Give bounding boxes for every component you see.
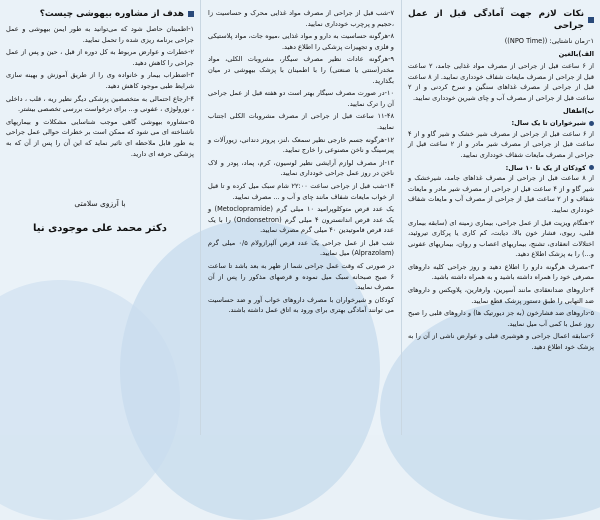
- panel-preparation: [408, 8, 594, 428]
- goal-item-2: ۲-خطرات و عوارض مربوط به کل دوره از قبل ، حین و پس از عمل جراحی را کاهش دهید.: [6, 48, 194, 67]
- group-adults: الف)بالغین: [558, 49, 594, 58]
- section-heading: [408, 8, 594, 32]
- adult-text: از ۶ ساعت قبل از جراحی از مصرف مواد غذایی جامد، ۲ ساعت قبل از جراحی از مصرف مایعات شفاف خودداری نمایید. از ۸ ساعت قبل از جراحی از مصرف غذاهای سنگین و سرخ کردنی و از ۲ ساعت قبل از جراحی از مصرف آب و چای شیرین خودداری نمایید.: [408, 62, 594, 102]
- child-heading: کودکان از یک تا ۱۰ سال:: [408, 163, 594, 174]
- item-3: ۳-مصرف هرگونه دارو را اطلاع دهید و روز جراحی کلیه داروهای مصرفی خود را همراه داشته باشید و به همراه داشته باشید.: [408, 262, 594, 282]
- panel-instructions: [208, 8, 394, 428]
- square-bullet-icon: [588, 17, 594, 23]
- infant-heading: شیرخواران تا یک سال:: [408, 118, 594, 129]
- group-children: ب)اطفال: [562, 106, 594, 115]
- fold-line: [401, 0, 402, 435]
- item-13: ۱۳-از مصرف لوازم آرایشی نظیر لوسیون، کرم، پماد، پودر و لاک ناخن در روز عمل جراحی خودداری نمایید.: [208, 158, 394, 178]
- item-12: ۱۲-هرگونه جسم خارجی نظیر سمعک ،لنز، پروتز دندانی، زیورآلات و پیرسینگ و ناخن مصنوعی را خارج نمایید.: [208, 135, 394, 155]
- goal-item-1: ۱-اطمینان حاصل شود که می‌توانید به طور ایمن بیهوشی و عمل جراحی برنامه ریزی شده را تحمل نمایید.: [6, 25, 194, 44]
- item-10: ۱۰-در صورت مصرف سیگار بهتر است دو هفته قبل از عمل جراحی آن را ترک نمایید.: [208, 89, 394, 108]
- item-7: ۷-شب قبل از جراحی از مصرف مواد غذایی محرک و حساسیت زا ،حجیم و پرچرب خودداری نمایید.: [208, 9, 394, 28]
- goal-item-3: ۳-اضطراب بیمار و خانواده وی را از طریق آموزش و بهینه سازی شرایط طبی موجود کاهش دهید.: [6, 71, 194, 90]
- dot-bullet-icon: [589, 121, 594, 126]
- doctor-name: دکتر محمد علی موجودی نیا: [33, 222, 167, 234]
- goal-title: هدف از مشاوره بیهوشی چیست؟: [39, 9, 184, 19]
- signature-block: [6, 199, 194, 234]
- dot-bullet-icon: [589, 165, 594, 170]
- item-14: ۱۴-شب قبل از جراحی ساعت ۲۲:۰۰ شام سبک میل کرده و تا قبل از خواب مایعات شفاف مانند چای و آب و ... مصرف نمایید.: [208, 181, 394, 201]
- square-bullet-icon: [188, 11, 194, 17]
- item-4: ۴-داروهای ضدانعقادی مانند آسپرین، وارفارین، پلاویکس و داروهای ضد التهابی را طبق دستور پزشک قطع نمایید.: [408, 286, 594, 305]
- goal-item-4: ۴-ارجاع احتمالی به متخصصین پزشکی دیگر نظیر ریه ، قلب ، داخلی ، نورولوژی ، عفونی و... برای درخواست بررسی تخصصی بیشتر.: [6, 94, 194, 114]
- goal-item-5: ۵-مشاوره بیهوشی گاهی موجب شناسایی مشکلات و بیماریهای ناشناخته ای می شود که ممکن است بر خطرات حوالی عمل جراحی به طور قابل ملاحظه ای تاثیر نماید که این آن را پس از آن که به پزشکی حرفه ای دارید.: [6, 117, 194, 158]
- item-17: در صورتی که وقت عمل جراحی شما از ظهر به بعد باشد تا ساعت ۶ صبح صبحانه سبک میل نموده و قرصهای مذکور را پس از آن مصرف نمایید.: [208, 262, 394, 292]
- item-2: ۲-هنگام ویزیت قبل از عمل جراحی، بیماری زمینه ای (سابقه بیماری قلبی، ریوی، فشار خون بالا، دیابت، کم کاری یا پرکاری تیروئید، اختلالات انعقادی، تشنج، بیماریهای اعصاب و روان، بیماریهای عفونی و...) را به پزشک اطلاع دهید.: [408, 218, 594, 259]
- item-6: ۶-سابقه اعمال جراحی و هوشبری قبلی و عوارض ناشی از آن را به پزشک خود اطلاع دهید.: [408, 332, 594, 352]
- infant-text: از ۶ ساعت قبل از جراحی از مصرف شیر خشک و شیر گاو و از ۴ ساعت قبل از جراحی از مصرف شیر مادر و از ۲ ساعت قبل از جراحی از مصرف مایعات شفاف خودداری نمایید.: [408, 129, 594, 159]
- greeting: با آرزوی سلامتی: [74, 199, 126, 209]
- item-16: شب قبل از عمل جراحی یک عدد قرص آلپرازولام ۰/۵ میلی گرم (Alprazolam) میل نمایید.: [208, 238, 394, 258]
- npo-line: ۱-زمان ناشتایی: ((NPO Time)): [504, 37, 594, 45]
- item-5: ۵-داروهای ضد فشارخون (به جز دیورتیک ها) و داروهای قلبی را صبح روز عمل با کمی آب میل نمایید.: [408, 309, 594, 328]
- child-text: از ۸ ساعت قبل از جراحی از مصرف غذاهای جامد، شیرخشک و شیر گاو و از ۴ ساعت قبل از جراحی از مصرف شیر مادر و مایعات شفاف و از ۲ ساعت قبل از جراحی از مصرف آب و مایعات شفاف خودداری نمایید.: [408, 174, 594, 214]
- item-18: کودکان و شیرخواران با مصرف داروهای خواب آور و ضد حساسیت می توانند آمادگی بهتری برای ورود به اتاق عمل داشته باشند.: [208, 295, 394, 315]
- item-9: ۹-هرگونه عادات نظیر مصرف سیگار، مشروبات الکلی، مواد مخدر(سنتی یا صنعتی) را با اطمینان با پزشک بیهوشی در میان بگذارید.: [208, 55, 394, 85]
- item-15: یک عدد قرص متوکلوپرامید ۱۰ میلی گرم (Metoclopramide) و یک عدد قرص اندانسترون ۴ میلی گرم (Ondonsetron) را با یک عدد قرص فاموتیدین ۴۰ میلی گرم مصرف نمایید.: [208, 205, 395, 235]
- item-11: ۱۱-۴۸ ساعت قبل از جراحی از مصرف مشروبات الکلی اجتناب نمایید.: [208, 112, 394, 131]
- fold-line: [200, 0, 201, 435]
- preparation-title: نکات لازم جهت آمادگی قبل از عمل جراحی: [408, 9, 584, 31]
- item-8: ۸-هرگونه حساسیت به دارو و مواد غذایی ،میوه جات، مواد پلاستیکی و فلزی و تجهیزات پزشکی را اطلاع دهید.: [208, 32, 394, 51]
- panel-consultation-goal: [6, 8, 194, 428]
- section-heading: [6, 8, 194, 20]
